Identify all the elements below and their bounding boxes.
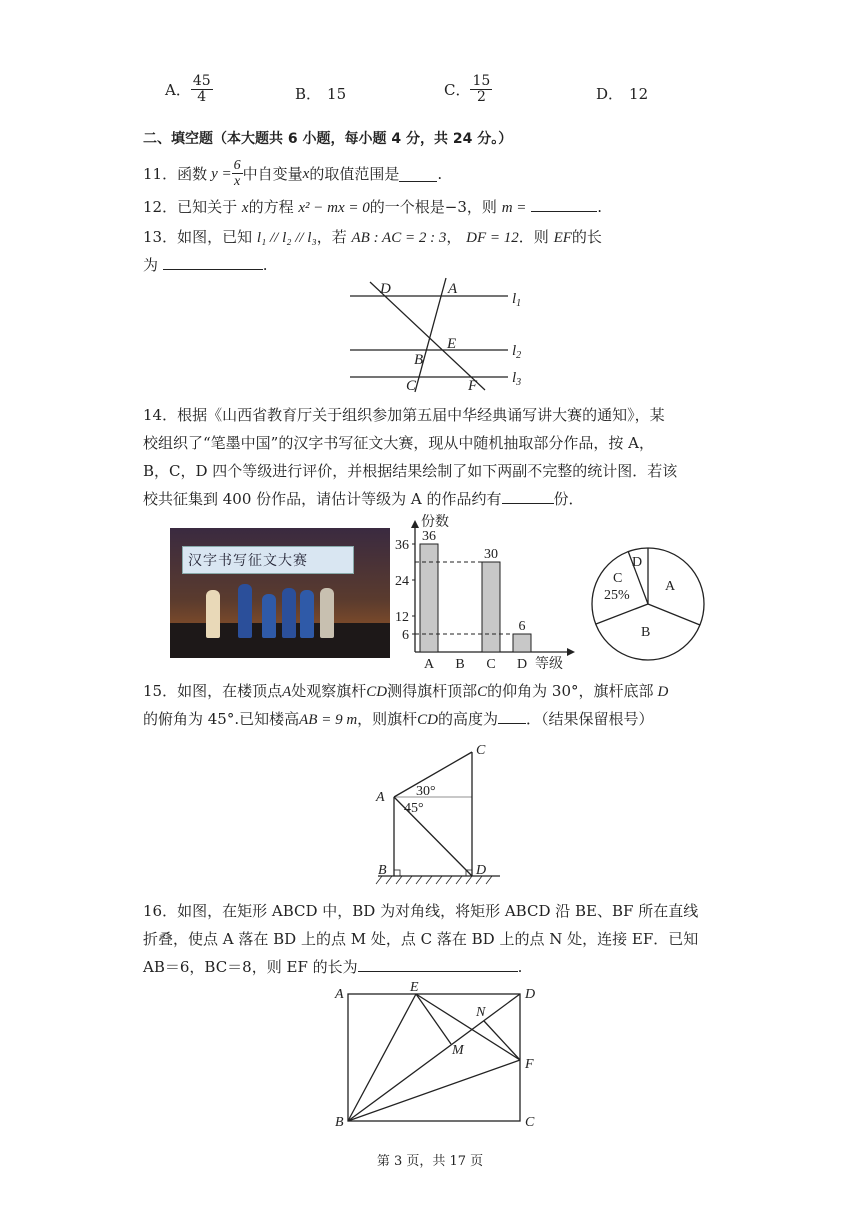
person-3 (262, 594, 276, 638)
q11-post: 中自变量 (242, 164, 303, 183)
bar-a (420, 544, 438, 652)
diagonal-bd (348, 994, 520, 1121)
q15-line1d: 的仰角为 30°，旗杆底部 (487, 682, 654, 700)
question-13-line1 (143, 226, 602, 249)
pie-label-b: B (641, 625, 651, 640)
q15-line1b: 处观察旗杆 (291, 682, 367, 700)
q16-line1: 16．如图，在矩形 ABCD 中，BD 为对角线，将矩形 ABCD 沿 BE、BF 所在直线 (143, 902, 699, 920)
q15-line2a: 的俯角为 45°.已知楼高 (143, 710, 300, 728)
q15-answer-blank[interactable] (498, 708, 526, 724)
y-tick-label: 6 (402, 628, 409, 643)
y-axis-label: 份数 (421, 515, 449, 530)
choice-d (596, 83, 648, 104)
q13-df: DF = 12 (466, 230, 519, 246)
line-df (370, 282, 485, 390)
person-2 (238, 584, 252, 638)
label-e: E (447, 336, 457, 352)
label-a: A (376, 790, 385, 805)
q11-num: 6 (233, 158, 241, 173)
label-d: D (476, 863, 487, 878)
q11-number: 11． (143, 164, 178, 183)
q12-eq: x² − mx = 0 (298, 200, 370, 216)
label-f: F (468, 378, 478, 394)
category-label-c: C (486, 657, 496, 670)
choice-b (295, 83, 346, 104)
section-title: 二、填空题（本大题共 6 小题，每小题 4 分，共 24 分。） (143, 131, 513, 147)
label-f: F (525, 1057, 534, 1072)
bar-chart (395, 508, 585, 670)
question-15-line2 (143, 708, 654, 731)
q11-var: x (302, 165, 310, 182)
q16-line3 (143, 956, 522, 978)
choice-c-fraction (470, 74, 492, 105)
q12-number: 12． (143, 198, 178, 216)
q14-answer-blank[interactable] (502, 488, 554, 504)
q12-m: m = (501, 200, 527, 216)
label-l3: $l_3$ (512, 370, 522, 388)
label-c: C (476, 743, 486, 758)
q13-answer-blank[interactable] (163, 254, 263, 270)
question-12 (143, 196, 602, 219)
q13-mid: ，若 (316, 228, 347, 246)
pie-label-c: C (613, 571, 623, 586)
q12-end: . (597, 198, 602, 216)
q14-line4 (143, 488, 584, 510)
q13-end1: 的长 (571, 228, 602, 246)
q16-line3b: . (517, 958, 523, 976)
q15-line2d: ．（结果保留根号） (526, 710, 654, 728)
choice-c-letter: C． (444, 81, 471, 99)
q16-line3a: AB＝6，BC＝8，则 EF 的长为 (143, 958, 358, 976)
pie-label-a: A (665, 579, 676, 594)
label-e: E (410, 980, 419, 995)
q15-cd2: CD (417, 712, 439, 728)
q13-end2: . (262, 256, 268, 274)
label-l2: $l_2$ (512, 343, 522, 361)
q12-root: −3 (444, 198, 467, 216)
contest-photo (170, 528, 390, 658)
y-tick-label: 12 (395, 610, 409, 625)
choice-c (444, 74, 492, 105)
person-4 (282, 588, 296, 638)
q15-line2b: ，则旗杆 (357, 710, 418, 728)
label-c: C (406, 378, 417, 394)
q13-ef: EF (553, 230, 572, 246)
label-d: D (525, 987, 536, 1002)
question-15-line1 (143, 680, 668, 703)
q15-c: C (477, 684, 488, 700)
q12-mid3: ，则 (466, 198, 497, 216)
choice-d-text: 12 (629, 85, 649, 103)
q11-end: . (437, 164, 443, 183)
q15-cd: CD (366, 684, 388, 700)
q11-answer-blank[interactable] (399, 166, 437, 182)
figure-15 (368, 740, 508, 888)
segment-ef (416, 994, 520, 1060)
y-tick-label: 24 (395, 574, 409, 589)
person-6 (320, 588, 334, 638)
choice-b-letter: B． (295, 85, 322, 103)
q13-parallel: l₁ // l₂ // l₃ (256, 230, 317, 246)
choice-a-num: 45 (192, 73, 211, 89)
label-a: A (448, 281, 458, 297)
q11-fraction (232, 158, 243, 189)
choice-a (165, 74, 213, 105)
angle-45-label: 45° (404, 801, 424, 816)
q15-line1a: 15．如图，在楼顶点 (143, 682, 283, 700)
q13-mid2: ， (446, 228, 462, 246)
q15-a: A (282, 684, 292, 700)
label-c: C (525, 1115, 535, 1130)
category-label-a: A (423, 657, 435, 670)
label-d: D (380, 281, 391, 297)
category-label-b: B (455, 657, 465, 670)
q13-line1: 13．如图，已知 (143, 228, 253, 246)
q12-answer-blank[interactable] (531, 196, 597, 212)
angle-30-label: 30° (416, 784, 436, 799)
line-ac (415, 278, 446, 392)
q14-line1: 14．根据《山西省教育厅关于组织参加第五届中华经典诵写讲大赛的通知》，某 (143, 406, 665, 424)
y-tick-label: 36 (395, 538, 409, 553)
q12-mid2: 的一个根是 (369, 198, 445, 216)
q13-line2: 为 (143, 256, 159, 274)
pie-label-d: D (632, 555, 643, 570)
data-label-d: 6 (518, 619, 526, 634)
choice-b-text: 15 (327, 85, 347, 103)
choice-a-letter: A． (165, 81, 191, 99)
q11-pre: 函数 (177, 164, 208, 183)
ground-hatching (376, 876, 492, 884)
pie-label-c-percent: 25% (604, 588, 630, 603)
question-11 (143, 158, 442, 189)
q13-mid3: ．则 (518, 228, 549, 246)
q15-d: D (657, 684, 669, 700)
segment-em (416, 994, 451, 1044)
q15-ab: AB = 9 m (299, 712, 358, 728)
choice-c-num: 15 (472, 73, 491, 89)
q13-ratio: AB : AC = 2 : 3 (351, 230, 447, 246)
q14-line4b: 份． (553, 490, 584, 508)
label-n: N (476, 1005, 486, 1020)
q14-line4a: 校共征集到 400 份作品，请估计等级为 A 的作品约有 (143, 490, 502, 508)
label-b: B (378, 863, 387, 878)
x-axis-label: 等级 (535, 657, 563, 670)
label-a: A (335, 987, 344, 1002)
q11-den: x (234, 174, 241, 189)
bar-c (482, 562, 500, 652)
category-label-d: D (516, 657, 528, 670)
q14-line3: B，C，D 四个等级进行评价，并根据结果绘制了如下两副不完整的统计图．若该 (143, 462, 678, 480)
label-l1: $l_1$ (512, 291, 522, 309)
question-13-line2 (143, 254, 268, 276)
q12-pre: 已知关于 (177, 198, 238, 216)
y-axis-arrow (411, 520, 419, 528)
q16-line2: 折叠，使点 A 落在 BD 上的点 M 处，点 C 落在 BD 上的点 N 处，连接 EF．已知 (143, 930, 699, 948)
bar-d (513, 634, 531, 652)
q16-answer-blank[interactable] (358, 956, 518, 972)
person-5 (300, 590, 314, 638)
choice-d-letter: D． (596, 85, 624, 103)
choice-a-fraction (191, 74, 213, 105)
data-label-a: 36 (422, 529, 436, 544)
figure-13 (340, 276, 540, 394)
q11-eq: y = (211, 165, 232, 182)
person-1 (206, 590, 220, 638)
figure-16 (330, 980, 550, 1130)
q15-line2c: 的高度为 (438, 710, 499, 728)
photo-stage (170, 623, 390, 658)
x-axis-arrow (567, 648, 575, 656)
q11-post2: 的取值范围是 (309, 164, 400, 183)
label-m: M (452, 1043, 464, 1058)
fold-be (348, 994, 416, 1121)
photo-banner-text: 汉字书写征文大赛 (188, 553, 308, 569)
label-b: B (335, 1115, 344, 1130)
q12-mid: 的方程 (248, 198, 294, 216)
q12-var: x (241, 200, 249, 216)
label-b: B (414, 352, 424, 368)
pie-chart (588, 544, 708, 664)
right-angle-b (394, 870, 400, 876)
fold-bf (348, 1060, 520, 1121)
data-label-c: 30 (484, 547, 498, 562)
choice-a-den: 4 (197, 89, 207, 105)
choice-c-den: 2 (476, 89, 486, 105)
q15-line1c: 测得旗杆顶部 (387, 682, 478, 700)
q14-line2: 校组织了“笔墨中国”的汉字书写征文大赛，现从中随机抽取部分作品，按 A， (143, 434, 654, 452)
page-footer: 第 3 页，共 17 页 (376, 1154, 484, 1169)
